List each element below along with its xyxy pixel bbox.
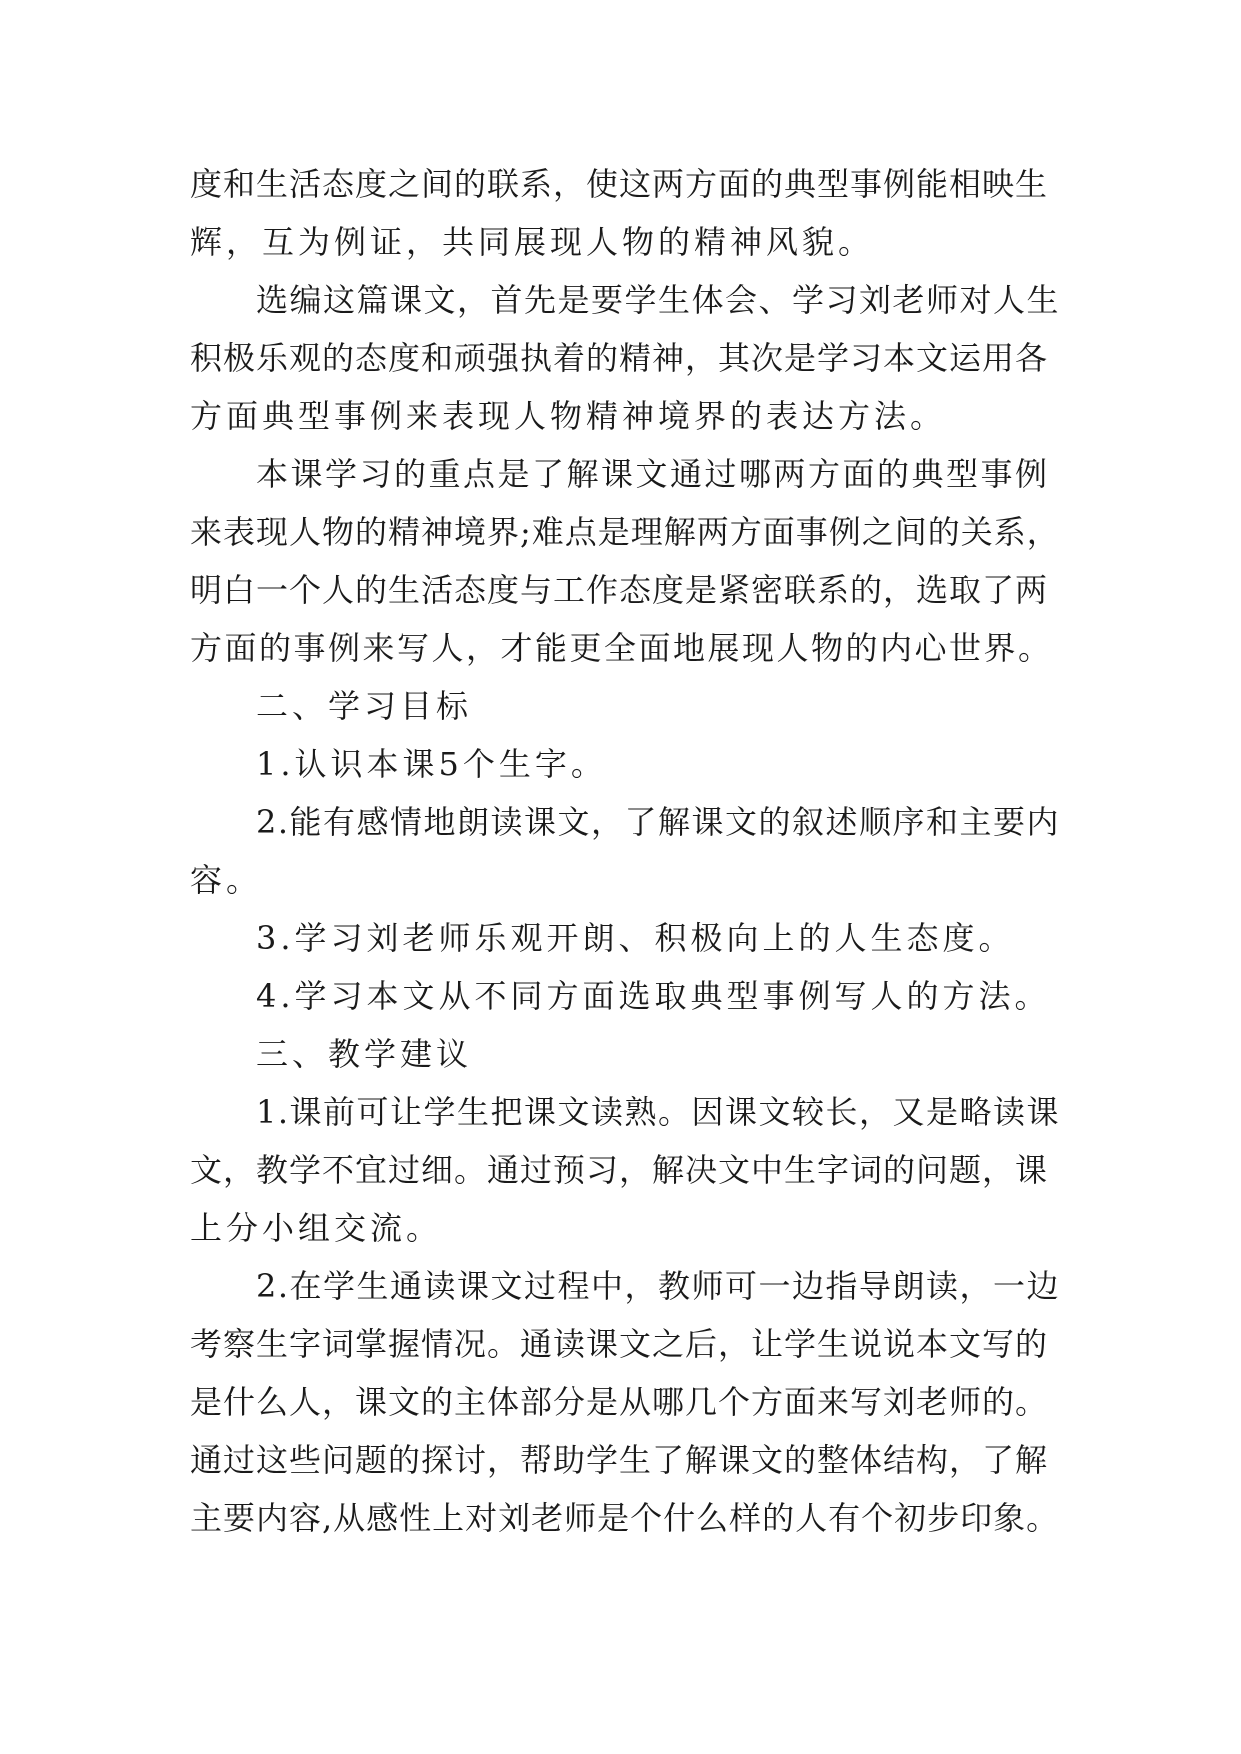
text-line: 容。 (190, 861, 263, 899)
list-item: 1.认识本课5个生字。 (256, 745, 607, 783)
text-line: 是什么人，课文的主体部分是从哪几个方面来写刘老师的。 (190, 1383, 1049, 1421)
text-line: 上分小组交流。 (190, 1209, 443, 1247)
text-line: 方面的事例来写人，才能更全面地展现人物的内心世界。 (190, 629, 1053, 667)
text-line: 度和生活态度之间的联系，使这两方面的典型事例能相映生 (190, 165, 1049, 203)
list-item: 4.学习本文从不同方面选取典型事例写人的方法。 (256, 977, 1051, 1015)
text-line: 主要内容,从感性上对刘老师是个什么样的人有个初步印象。 (190, 1499, 1060, 1537)
section-heading: 二、学习目标 (256, 687, 473, 725)
list-item: 2.在学生通读课文过程中，教师可一边指导朗读，一边 (256, 1267, 1061, 1305)
text-line: 辉，互为例证，共同展现人物的精神风貌。 (190, 223, 875, 261)
section-heading: 三、教学建议 (256, 1035, 473, 1073)
paragraph-start-line: 选编这篇课文，首先是要学生体会、学习刘老师对人生 (256, 281, 1061, 319)
text-line: 明白一个人的生活态度与工作态度是紧密联系的，选取了两 (190, 571, 1049, 609)
text-line: 考察生字词掌握情况。通读课文之后，让学生说说本文写的 (190, 1325, 1049, 1363)
list-item: 2.能有感情地朗读课文，了解课文的叙述顺序和主要内 (256, 803, 1061, 841)
text-line: 积极乐观的态度和顽强执着的精神，其次是学习本文运用各 (190, 339, 1049, 377)
document-body (190, 155, 1060, 1547)
list-item: 3.学习刘老师乐观开朗、积极向上的人生态度。 (256, 919, 1015, 957)
text-line: 通过这些问题的探讨，帮助学生了解课文的整体结构，了解 (190, 1441, 1049, 1479)
text-line: 来表现人物的精神境界;难点是理解两方面事例之间的关系， (190, 513, 1060, 551)
list-item: 1.课前可让学生把课文读熟。因课文较长，又是略读课 (256, 1093, 1061, 1131)
text-line: 方面典型事例来表现人物精神境界的表达方法。 (190, 397, 947, 435)
paragraph-start-line: 本课学习的重点是了解课文通过哪两方面的典型事例 (256, 455, 1050, 493)
text-line: 文，教学不宜过细。通过预习，解决文中生字词的问题，课 (190, 1151, 1049, 1189)
